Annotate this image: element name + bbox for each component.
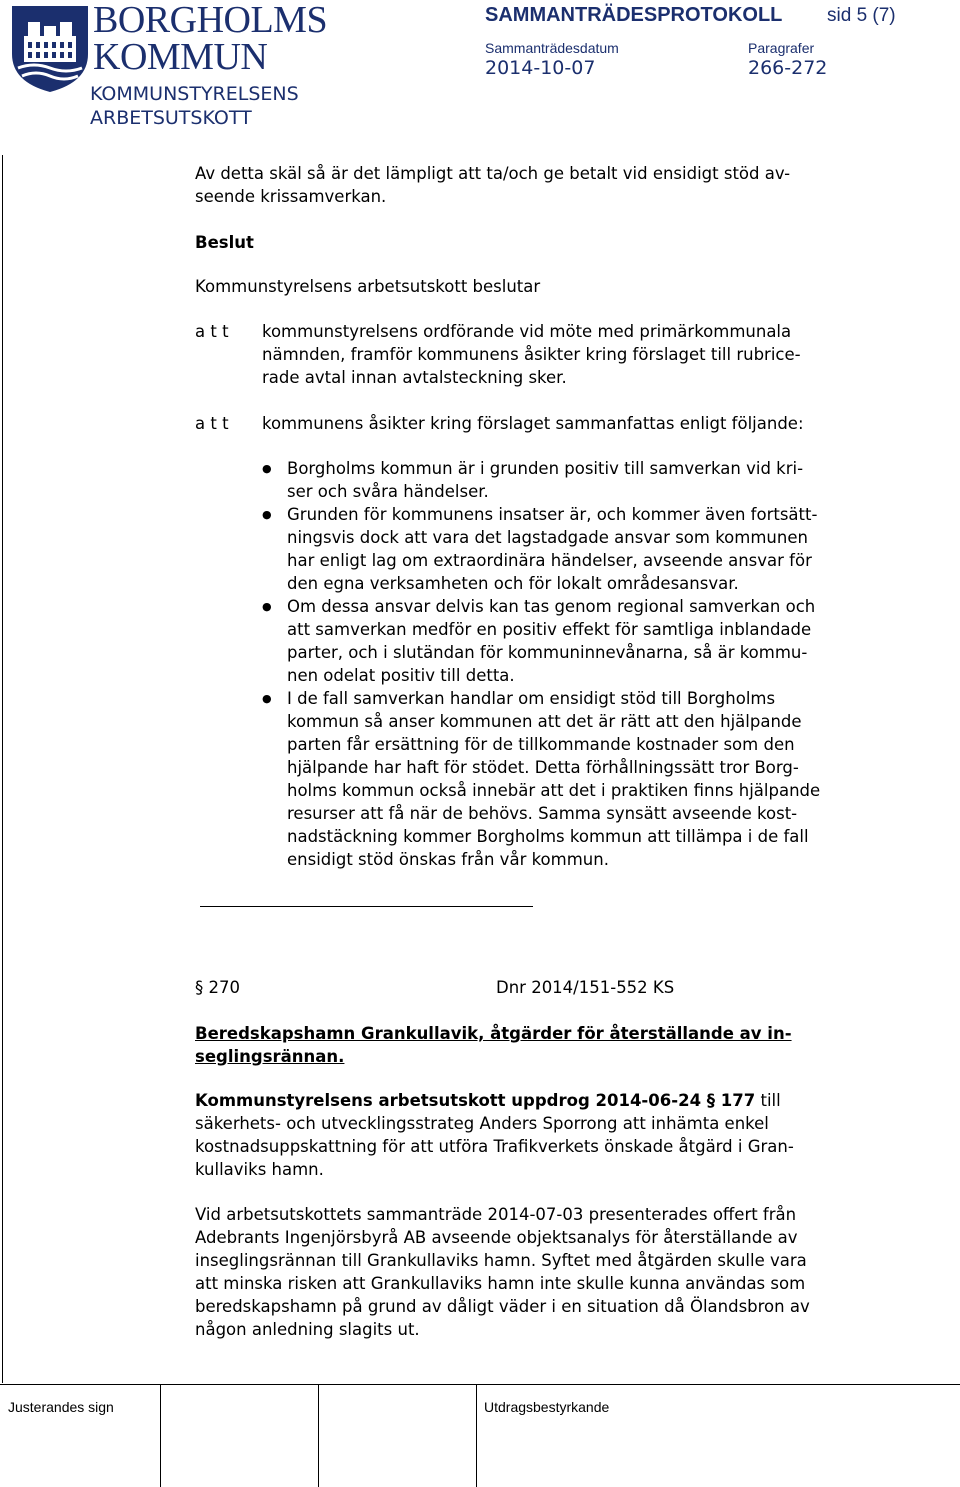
text-line: kommun så anser kommunen att det är rätt att den hjälpande (287, 712, 802, 731)
page-number: sid 5 (7) (827, 5, 896, 26)
text-line: seende krissamverkan. (195, 187, 387, 206)
text-line: ensidigt stöd önskas från vår kommun. (287, 850, 609, 869)
assignment-reference: Kommunstyrelsens arbetsutskott uppdrog 2014-06-24 § 177 (195, 1091, 756, 1110)
att-clause-1 (262, 320, 801, 389)
text-line (195, 1089, 794, 1112)
text-line: rade avtal innan avtalsteckning sker. (262, 368, 567, 387)
text-line: seglingsrännan. (195, 1047, 345, 1066)
org-line-1: KOMMUNSTYRELSENS (90, 83, 299, 105)
text-line: den egna verksamheten och för lokalt områdesansvar. (287, 574, 739, 593)
text-line: att samverkan medför en positiv effekt för samtliga inblandade (287, 620, 812, 639)
text-line: Adebrants Ingenjörsbyrå AB avseende objektsanalys för återställande av (195, 1228, 798, 1247)
footer-top-line (0, 1384, 960, 1385)
att-clause-2: kommunens åsikter kring förslaget sammanfattas enligt följande: (262, 414, 804, 433)
text-line: resurser att få när de behövs. Samma synsätt avseende kost- (287, 804, 798, 823)
date-value: 2014-10-07 (485, 57, 596, 79)
extract-certification-label: Utdragsbestyrkande (484, 1399, 610, 1415)
text-line: att minska risken att Grankullaviks hamn inte skulle kunna användas som (195, 1274, 806, 1293)
case-number: Dnr 2014/151-552 KS (496, 978, 675, 997)
beslut-heading: Beslut (195, 233, 254, 252)
footer-divider-2 (318, 1384, 319, 1487)
brand-name (93, 2, 327, 76)
section-title (195, 1022, 792, 1068)
section-separator (200, 906, 533, 907)
bullet-item (262, 687, 902, 871)
beslut-intro: Kommunstyrelsens arbetsutskott beslutar (195, 277, 541, 296)
text-fragment: till (755, 1091, 781, 1110)
organization-name (90, 82, 299, 130)
text-line: nen odelat positiv till detta. (287, 666, 515, 685)
text-line: Av detta skäl så är det lämpligt att ta/och ge betalt vid ensidigt stöd av- (195, 164, 791, 183)
bullet-item (262, 595, 902, 687)
text-line: kostnadsuppskattning för att utföra Trafikverkets önskade åtgärd i Gran- (195, 1137, 794, 1156)
text-line: har enligt lag om extraordinära händelser, avseende ansvar för (287, 551, 812, 570)
text-line: nadstäckning kommer Borgholms kommun att tillämpa i de fall (287, 827, 809, 846)
text-line: säkerhets- och utvecklingsstrateg Anders Sporrong att inhämta enkel (195, 1114, 769, 1133)
text-line: ● Borgholms kommun är i grunden positiv till samverkan vid kri- (287, 459, 804, 478)
intro-paragraph (195, 162, 790, 208)
text-line: någon anledning slagits ut. (195, 1320, 420, 1339)
brand-line-1: BORGHOLMS (93, 0, 328, 41)
text-line: inseglingsrännan till Grankullaviks hamn. Syftet med åtgärden skulle vara (195, 1251, 807, 1270)
text-line: beredskapshamn på grund av dåligt väder i en situation då Ölandsbron av (195, 1297, 810, 1316)
text-line: ● I de fall samverkan handlar om ensidigt stöd till Borgholms (287, 689, 776, 708)
text-line: nämnden, framför kommunens åsikter kring förslaget till rubrice- (262, 345, 801, 364)
text-line: ● Om dessa ansvar delvis kan tas genom regional samverkan och (287, 597, 816, 616)
org-line-2: ARBETSUTSKOTT (90, 107, 252, 129)
left-border-line (2, 155, 3, 1383)
date-label: Sammanträdesdatum (485, 40, 619, 56)
text-line: kullaviks hamn. (195, 1160, 324, 1179)
footer-divider-3 (476, 1384, 477, 1487)
att-label: a t t (195, 414, 229, 433)
paragraph-1 (195, 1089, 794, 1181)
text-line: ningsvis dock att vara det lagstadgade ansvar som kommunen (287, 528, 808, 547)
protocol-title: SAMMANTRÄDESPROTOKOLL (485, 4, 783, 26)
text-line: holms kommun också innebär att det i praktiken finns hjälpande (287, 781, 821, 800)
text-line: parten får ersättning för de tillkommande kostnader som den (287, 735, 795, 754)
bullet-item (262, 457, 902, 503)
borgholm-coat-of-arms-icon (10, 4, 90, 94)
footer-divider-1 (160, 1384, 161, 1487)
text-line: hjälpande har haft för stödet. Detta förhållningssätt tror Borg- (287, 758, 799, 777)
section-number: § 270 (195, 978, 240, 997)
signature-label: Justerandes sign (8, 1399, 114, 1415)
summary-bullet-list (262, 457, 902, 871)
text-line: Vid arbetsutskottets sammanträde 2014-07-03 presenterades offert från (195, 1205, 797, 1224)
text-line: Beredskapshamn Grankullavik, åtgärder för återställande av in- (195, 1024, 792, 1043)
paragraph-value: 266-272 (748, 57, 828, 79)
att-label: a t t (195, 322, 229, 341)
paragraph-label: Paragrafer (748, 40, 815, 56)
text-line: parter, och i slutändan för kommuninnevånarna, så är kommu- (287, 643, 808, 662)
text-line: ser och svåra händelser. (287, 482, 489, 501)
brand-line-2: KOMMUN (93, 36, 268, 78)
text-line: ● Grunden för kommunens insatser är, och kommer även fortsätt- (287, 505, 818, 524)
text-line: kommunstyrelsens ordförande vid möte med primärkommunala (262, 322, 792, 341)
paragraph-2 (195, 1203, 810, 1341)
bullet-item (262, 503, 902, 595)
